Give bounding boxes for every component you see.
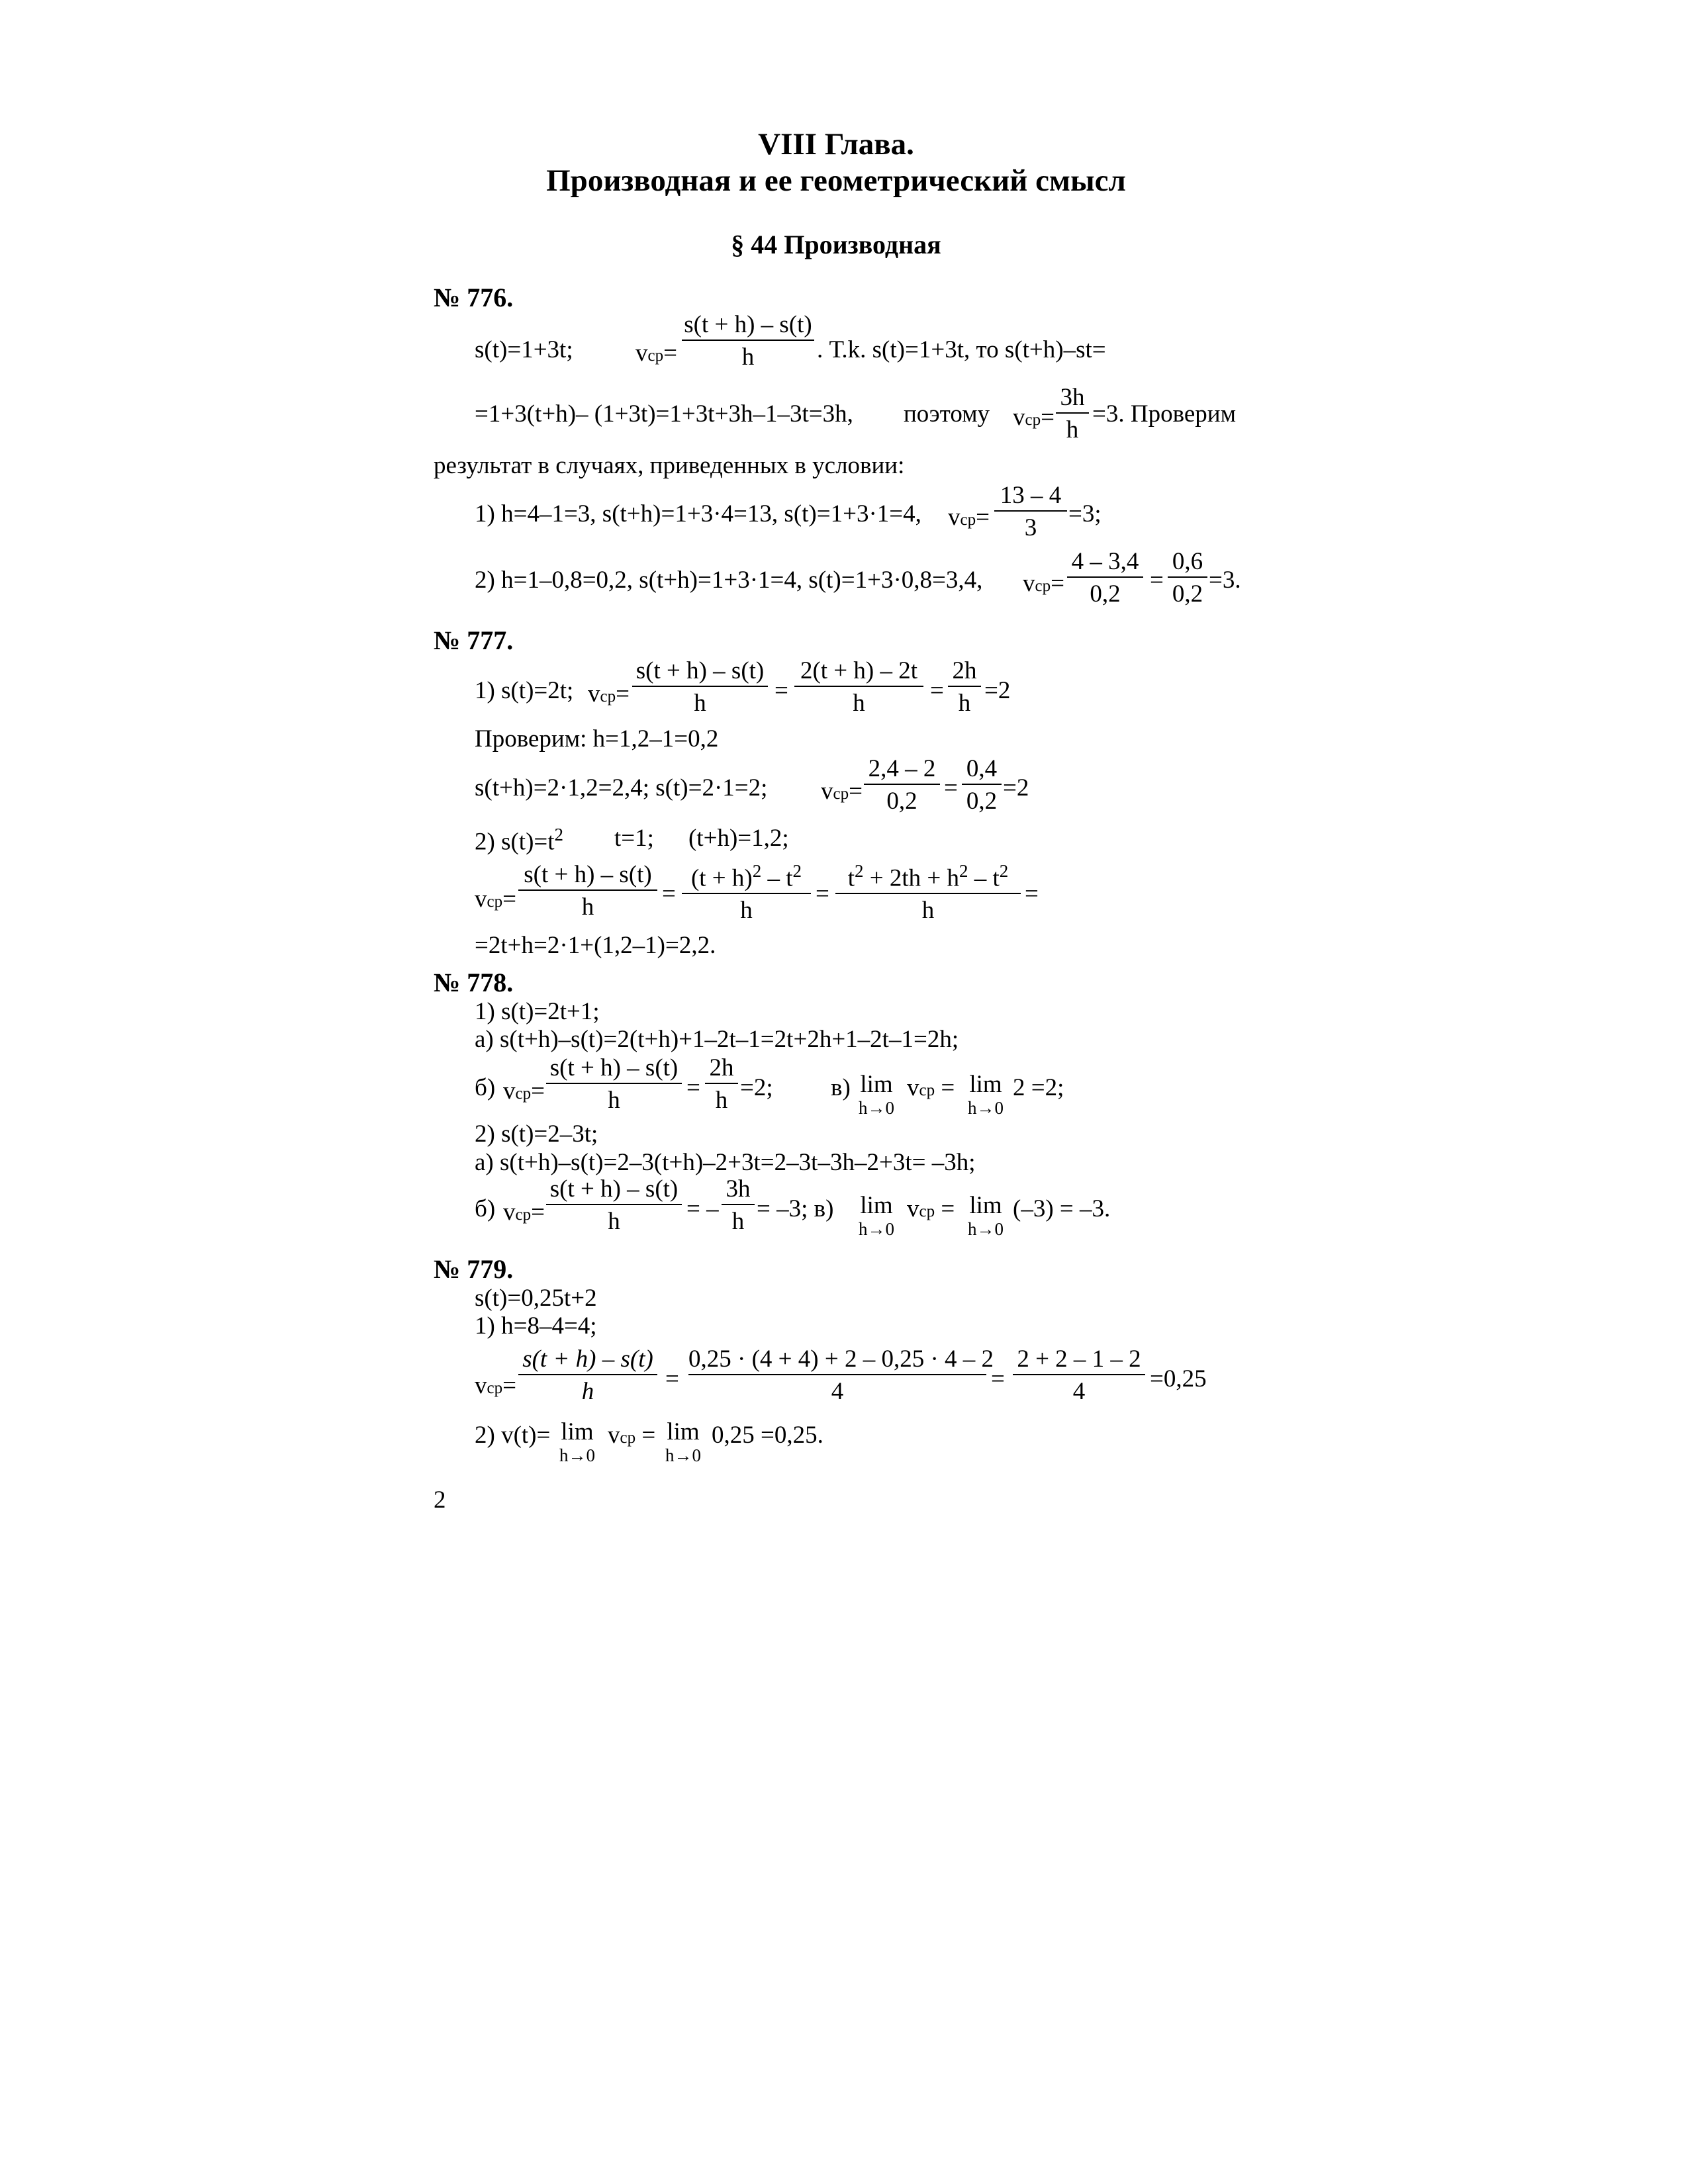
p776-eq-e: = xyxy=(1150,567,1164,594)
p778-label-b: б) xyxy=(475,1074,496,1101)
p776-text-b2: поэтому xyxy=(904,400,990,428)
section-title: § 44 Производная xyxy=(731,230,941,259)
p778-v-d: vср = xyxy=(907,1195,955,1222)
p777-fraction-a2: 2(t + h) – 2t h xyxy=(794,659,923,715)
p777-fraction-f1: s(t + h) – s(t) h xyxy=(518,862,657,919)
p777-text-d3: (t+h)=1,2; xyxy=(688,825,789,852)
p778-text-c1: 2) s(t)=2–3t; xyxy=(475,1120,598,1148)
p779-text-a2: 1) h=8–4=4; xyxy=(475,1312,597,1340)
p776-text-e1: 2) h=1–0,8=0,2, s(t+h)=1+3·1=4, s(t)=1+3·0,8=3,4, xyxy=(475,567,983,594)
p777-eq-c: = xyxy=(944,774,958,801)
p779-fraction-a2: 0,25 · (4 + 4) + 2 – 0,25 · 4 – 2 4 xyxy=(688,1345,994,1405)
problem-778-number: № 778. xyxy=(434,968,514,997)
problem-779-number: № 779. xyxy=(434,1254,514,1284)
p777-v-label-c: vср= xyxy=(821,778,863,805)
p777-eq-a1: = xyxy=(774,677,788,704)
p776-text-b1: =1+3(t+h)– (1+3t)=1+3t+3h–1–3t=3h, xyxy=(475,400,853,428)
p776-s-def: s(t)=1+3t; xyxy=(475,336,573,363)
p779-text-b2: 0,25 =0,25. xyxy=(712,1422,823,1449)
p776-text-b3: =3. Проверим xyxy=(1092,400,1236,428)
p777-eq-f3: = xyxy=(1025,880,1039,907)
problem-777-number: № 777. xyxy=(434,625,514,655)
p778-fraction-d2: 3h h xyxy=(722,1177,755,1234)
p778-text-b6: 2 =2; xyxy=(1013,1074,1064,1101)
p776-v-label-b: vср= xyxy=(1013,404,1055,431)
p778-text-d2: = – xyxy=(686,1195,719,1222)
p778-fraction-b1: s(t + h) – s(t) h xyxy=(546,1056,682,1113)
p776-fraction-e2: 0,6 0,2 xyxy=(1168,549,1207,606)
p778-text-b2: =2; xyxy=(740,1074,773,1101)
p776-v-label: vср= xyxy=(635,340,677,367)
p779-eq-a2: = xyxy=(991,1365,1005,1392)
p777-text-d2: t=1; xyxy=(614,825,654,852)
p776-fraction-d: 13 – 4 3 xyxy=(994,483,1067,540)
p778-v-label-d: vср= xyxy=(503,1199,545,1226)
p778-v-label-b: vср= xyxy=(503,1077,545,1105)
p776-text-e2: =3. xyxy=(1209,567,1241,594)
p779-fraction-a3: 2 + 2 – 1 – 2 4 xyxy=(1013,1347,1145,1404)
p779-text-a1: s(t)=0,25t+2 xyxy=(475,1285,597,1312)
p777-text-c1: s(t+h)=2·1,2=2,4; s(t)=2·1=2; xyxy=(475,774,768,801)
p776-v-label-e: vср= xyxy=(1023,570,1064,597)
p778-limit-d1: lim h→0 xyxy=(859,1192,894,1239)
p778-text-d4: (–3) = –3. xyxy=(1013,1195,1111,1222)
p779-limit-b2: lim h→0 xyxy=(665,1418,701,1465)
p776-fraction-e1: 4 – 3,4 0,2 xyxy=(1067,549,1143,606)
p777-text-c2: =2 xyxy=(1003,774,1029,801)
p777-fraction-f2: $(t + h)^2 - t^2$ h xyxy=(682,862,811,923)
page-number: 2 xyxy=(434,1486,446,1514)
p777-fraction-f3: $t^2 + 2th + h^2 - t^2$ h xyxy=(835,862,1021,923)
p776-text-d1: 1) h=4–1=3, s(t+h)=1+3·4=13, s(t)=1+3·1=4, xyxy=(475,500,921,527)
p778-text-d3: = –3; в) xyxy=(757,1195,834,1222)
p776-text-a2: . Т.k. s(t)=1+3t, то s(t+h)–st= xyxy=(817,336,1106,363)
p779-eq-a1: = xyxy=(665,1365,679,1392)
p777-fraction-c2: 0,4 0,2 xyxy=(962,756,1002,813)
p777-eq-f2: = xyxy=(816,880,829,907)
p778-limit-d2: lim h→0 xyxy=(968,1192,1004,1239)
p779-v-label-a: vср= xyxy=(475,1372,516,1399)
p779-text-a3: =0,25 xyxy=(1150,1365,1207,1392)
p777-text-d1: 2) $s(t)=t^2$ xyxy=(475,825,564,856)
p779-limit-b1: lim h→0 xyxy=(559,1418,595,1465)
p779-fraction-a1: s(t + h) – s(t) h xyxy=(518,1347,657,1404)
p776-fraction-b: 3h h xyxy=(1056,385,1089,442)
p776-fraction-a: s(t + h) – s(t) h xyxy=(682,312,814,369)
p778-eq-b: = xyxy=(686,1074,700,1101)
p778-label-d: б) xyxy=(475,1195,496,1222)
p778-fraction-d1: s(t + h) – s(t) h xyxy=(546,1177,682,1234)
p776-text-d2: =3; xyxy=(1068,500,1102,527)
p778-limit-b1: lim h→0 xyxy=(859,1071,894,1118)
p778-limit-b2: lim h→0 xyxy=(968,1071,1004,1118)
p776-text-c1: результат в случаях, приведенных в условии: xyxy=(434,452,905,479)
p777-eq-f1: = xyxy=(662,880,676,907)
p777-eq-a2: = xyxy=(930,677,944,704)
p777-fraction-a1: s(t + h) – s(t) h xyxy=(632,659,768,715)
problem-776-number: № 776. xyxy=(434,283,514,312)
chapter-title: VIII Глава. xyxy=(758,127,914,161)
p779-v-b: vср = xyxy=(608,1422,656,1449)
p777-v-label-f: vср= xyxy=(475,886,516,913)
p778-fraction-b2: 2h h xyxy=(705,1056,738,1113)
p777-fraction-a3: 2h h xyxy=(948,659,981,715)
p778-text-a2: а) s(t+h)–s(t)=2(t+h)+1–2t–1=2t+2h+1–2t–1=2h; xyxy=(475,1026,959,1053)
p776-v-label-d: vср= xyxy=(948,504,990,531)
chapter-subtitle: Производная и ее геометрический смысл xyxy=(546,163,1126,198)
p778-text-c2: а) s(t+h)–s(t)=2–3(t+h)–2+3t=2–3t–3h–2+3t= –3h; xyxy=(475,1149,976,1176)
p779-text-b1: 2) v(t)= xyxy=(475,1422,551,1449)
p778-text-b3: в) xyxy=(831,1074,851,1101)
p777-text-a2: =2 xyxy=(984,677,1011,704)
p777-fraction-c1: 2,4 – 2 0,2 xyxy=(864,756,940,813)
p777-v-label-a: vср= xyxy=(588,680,630,707)
p778-v-b: vср = xyxy=(907,1074,955,1101)
p777-text-a1: 1) s(t)=2t; xyxy=(475,677,574,704)
p777-text-g1: =2t+h=2·1+(1,2–1)=2,2. xyxy=(475,932,716,959)
p777-text-b1: Проверим: h=1,2–1=0,2 xyxy=(475,725,719,752)
p778-text-a1: 1) s(t)=2t+1; xyxy=(475,998,600,1025)
